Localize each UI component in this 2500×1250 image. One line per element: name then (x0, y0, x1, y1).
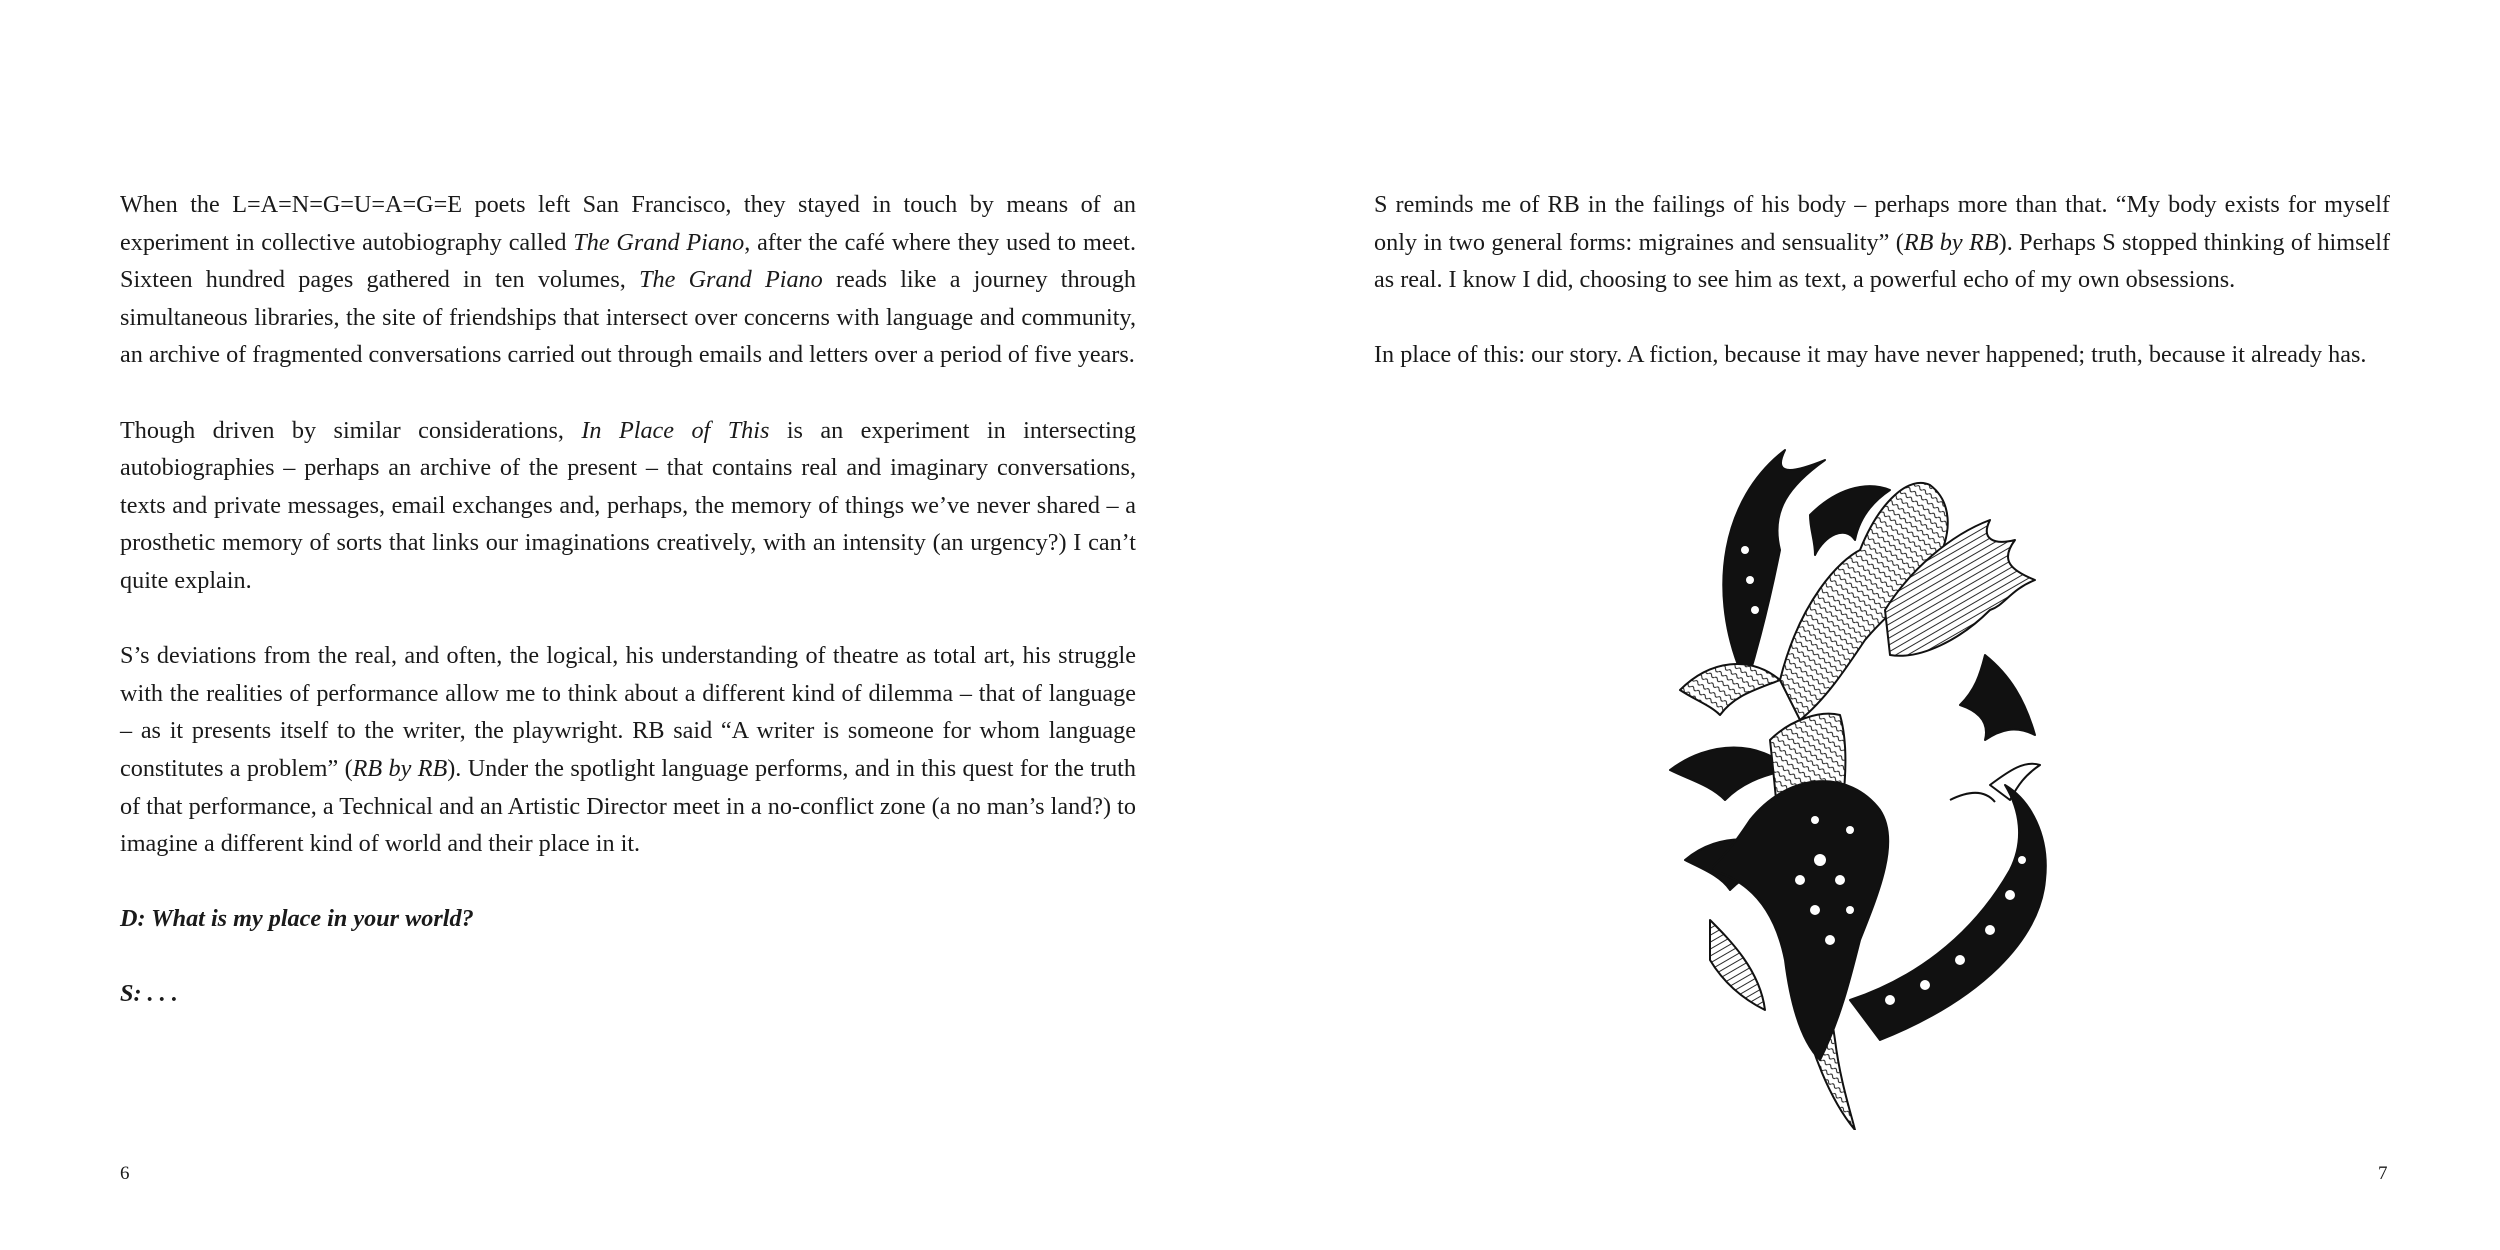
right-paragraph-2: In place of this: our story. A fiction, because it may have never happened; truth, because it already has. (1374, 341, 2367, 369)
page-number-right: 7 (2378, 1163, 2388, 1184)
left-text-block (120, 186, 1136, 1051)
dialogue-question: D: What is my place in your world? (120, 905, 474, 933)
right-paragraph-1: S reminds me of RB in the failings of his body – perhaps more than that. “My body exists for myself only in two general forms: migraines and sensuality” (RB by RB). Perhaps S stopped thinking of himself as real. I know I did, choosing to see him as text, a powerful echo of my own obsessions. (1374, 191, 2391, 294)
left-paragraph-1: When the L=A=N=G=U=A=G=E poets left San Francisco, they stayed in touch by means of an experiment in collective autobiography called The Grand Piano, after the café where they used to meet. Sixteen hundred pages gathered in ten volumes, The Grand Piano reads like a journey through simultaneous libraries, the site of friendships that intersect over concerns with language and community, an archive of fragmented conversations carried out through emails and letters over a period of five years. (120, 191, 1137, 369)
italic-title: The Grand Piano (573, 228, 745, 256)
right-page (1250, 0, 2500, 1250)
italic-title: RB by RB (352, 754, 448, 782)
italic-title: RB by RB (1903, 228, 1999, 256)
dialogue-answer: S: . . . (120, 980, 178, 1008)
italic-title: In Place of This (581, 416, 770, 444)
ink-dragon-illustration (1650, 440, 2130, 1130)
left-paragraph-2: Though driven by similar considerations, In Place of This is an experiment in intersecting autobiographies – perhaps an archive of the present – that contains real and imaginary conversations, texts and private messages, email exchanges and, perhaps, the memory of things we’ve never shared – a prosthetic memory of sorts that links our imaginations creatively, with an intensity (an urgency?) I can’t quite explain. (120, 416, 1136, 594)
right-text-block (1374, 186, 2390, 412)
page-number-left: 6 (120, 1163, 130, 1184)
italic-title: The Grand Piano (639, 266, 823, 294)
left-paragraph-3: S’s deviations from the real, and often, the logical, his understanding of theatre as total art, his struggle with the realities of performance allow me to think about a different kind of dilemma – that of language – as it presents itself to the writer, the playwright. RB said “A writer is someone for whom language constitutes a problem” (RB by RB). Under the spotlight language performs, and in this quest for the truth of that performance, a Technical and an Artistic Director meet in a no-conflict zone (a no man’s land?) to imagine a different kind of world and their place in it. (120, 642, 1136, 858)
